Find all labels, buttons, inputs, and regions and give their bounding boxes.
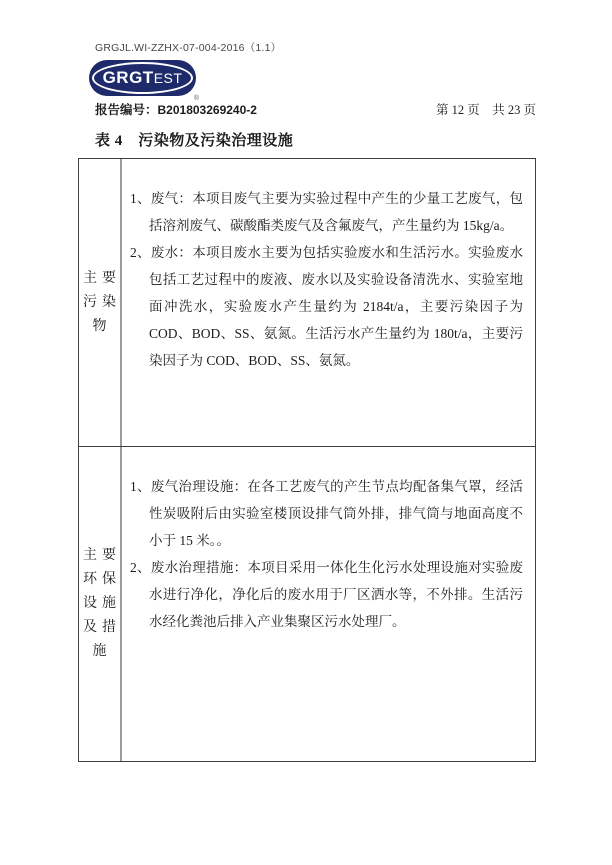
list-item-number: 2、: [130, 560, 151, 575]
table-row-measures: [79, 446, 535, 761]
list-item: [130, 239, 523, 374]
row-label-line: 主要: [83, 548, 121, 563]
document-number: GRGJL.WI-ZZHX-07-004-2016（1.1）: [95, 42, 282, 54]
row-content-measures: [120, 447, 535, 761]
list-item: [130, 473, 523, 554]
row-label-line: 设施: [83, 596, 121, 611]
list-item: [130, 554, 523, 635]
table-row-pollutants: [79, 159, 535, 446]
logo-text-light: EST: [153, 70, 183, 86]
pollution-table: [78, 158, 536, 762]
list-item-text: 废气：本项目废气主要为实验过程中产生的少量工艺废气，包括溶剂废气、碳酸酯类废气及含氟废气，产生量约为 15kg/a。: [149, 191, 524, 233]
row-label-measures: [79, 447, 120, 761]
grgtest-logo: [89, 60, 199, 102]
list-item-text: 废水治理措施：本项目采用一体化生化污水处理设施对实验废水进行净化，净化后的废水用于厂区洒水等，不外排。生活污水经化粪池后排入产业集聚区污水处理厂。: [149, 560, 524, 629]
report-number-label: 报告编号：: [95, 103, 158, 117]
row-label-line: 污染: [83, 294, 121, 310]
row-label-line: 施: [92, 644, 112, 659]
table-title: 表 4 污染物及污染治理设施: [95, 133, 294, 149]
list-item-number: 1、: [130, 479, 151, 494]
report-number-value: B201803269240-2: [157, 103, 257, 117]
page-indicator: 第 12 页 共 23 页: [435, 103, 536, 117]
list-item-number: 2、: [130, 245, 151, 260]
row-label-line: 主要: [83, 270, 121, 286]
row-label-line: 及措: [83, 620, 121, 635]
row-label-pollutants: [79, 159, 120, 446]
logo-text-bold: GRGT: [102, 68, 154, 87]
report-number-line: [95, 100, 257, 118]
logo-text: [89, 60, 196, 96]
registered-trademark-icon: ®: [193, 95, 199, 102]
list-item-text: 废水：本项目废水主要为包括实验废水和生活污水。实验废水包括工艺过程中的废液、废水以及实验设备清洗水、实验室地面冲洗水，实验废水产生量约为 2184t/a，主要污染因子为 COD、BOD、SS、氨氮。生活污水产生量约为 180t/a，主要污染因子为 COD、BOD、SS、氨氮。: [149, 245, 524, 368]
row-content-pollutants: [120, 159, 535, 446]
list-item: [130, 185, 523, 239]
list-item-text: 废气治理设施：在各工艺废气的产生节点均配备集气罩，经活性炭吸附后由实验室楼顶设排气筒外排，排气筒与地面高度不小于 15 米。。: [149, 479, 524, 548]
row-label-line: 物: [92, 318, 112, 334]
list-item-number: 1、: [130, 191, 151, 206]
row-label-line: 环保: [83, 572, 121, 587]
